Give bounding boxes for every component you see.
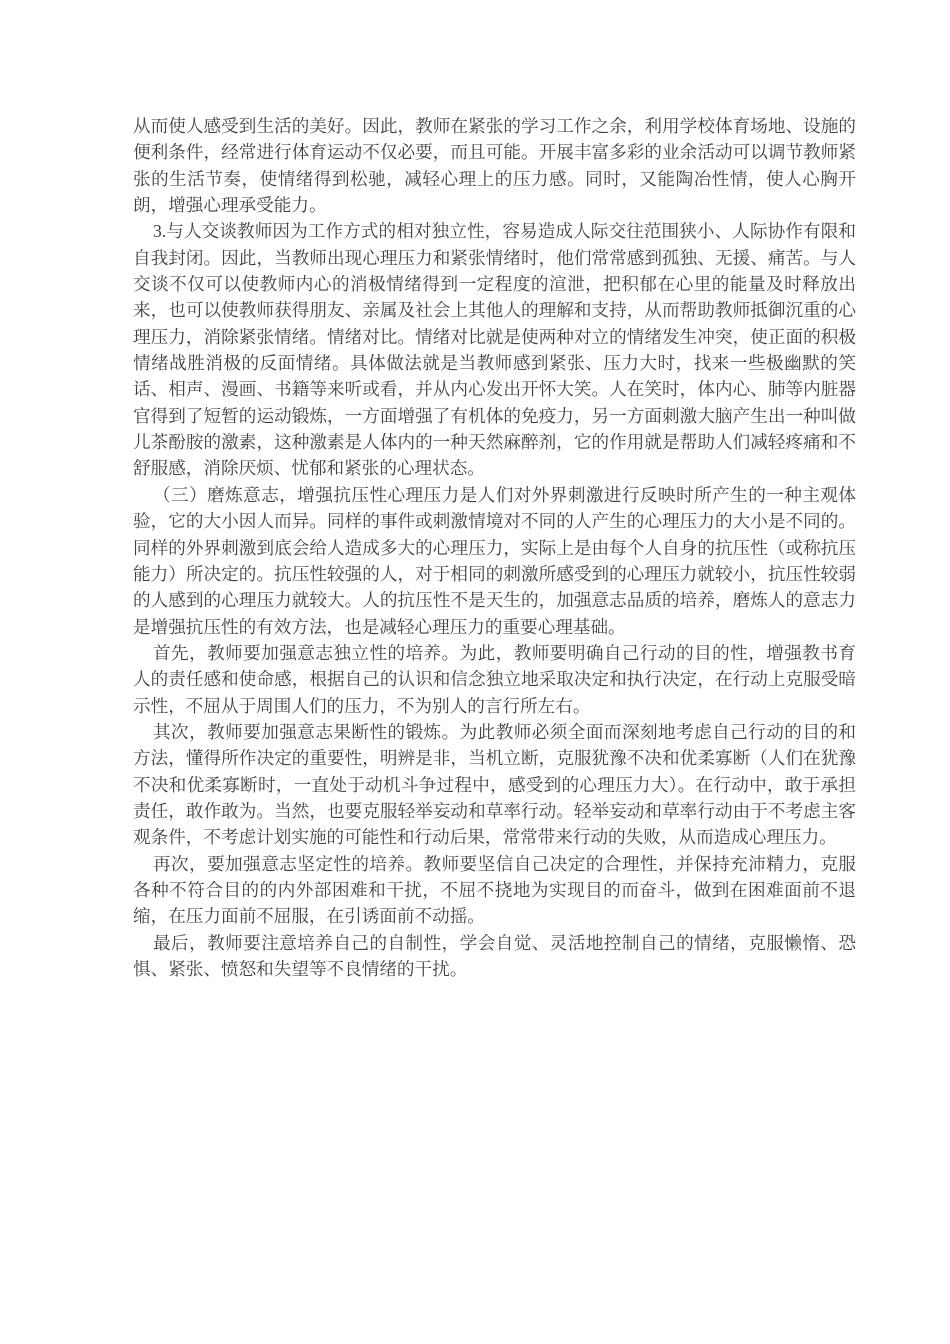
- paragraph-third-firmness: 再次，要加强意志坚定性的培养。教师要坚信自己决定的合理性，并保持充沛精力，克服各种不符合目的的内外部困难和干扰，不屈不挠地为实现目的而奋斗，做到在困难面前不退缩，在压力面前不屈服，在引诱面前不动摇。: [133, 853, 856, 927]
- document-text-block: [133, 113, 856, 982]
- paragraph-section-3-willpower: （三）磨炼意志，增强抗压性心理压力是人们对外界刺激进行反映时所产生的一种主观体验，它的大小因人而异。同样的事件或刺激情境对不同的人产生的心理压力的大小是不同的。同样的外界刺激到底会给人造成多大的心理压力，实际上是由每个人自身的抗压性（或称抗压能力）所决定的。抗压性较强的人，对于相同的刺激所感受到的心理压力就较小，抗压性较弱的人感到的心理压力就较大。人的抗压性不是天生的，加强意志品质的培养，磨炼人的意志力是增强抗压性的有效方法，也是减轻心理压力的重要心理基础。: [133, 484, 856, 637]
- paragraph-item-3-talking: 3.与人交谈教师因为工作方式的相对独立性，容易造成人际交往范围狭小、人际协作有限和自我封闭。因此，当教师出现心理压力和紧张情绪时，他们常常感到孤独、无援、痛苦。与人交谈不仅可以使教师内心的消极情绪得到一定程度的渲泄，把积郁在心里的能量及时释放出来，也可以使教师获得朋友、亲属及社会上其他人的理解和支持，从而帮助教师抵御沉重的心理压力，消除紧张情绪。情绪对比。情绪对比就是使两种对立的情绪发生冲突，使正面的积极情绪战胜消极的反面情绪。具体做法就是当教师感到紧张、压力大时，找来一些极幽默的笑话、相声、漫画、书籍等来听或看，并从内心发出开怀大笑。人在笑时，体内心、肺等内脏器官得到了短暂的运动锻炼，一方面增强了有机体的免疫力，另一方面刺激大脑产生出一种叫做儿茶酚胺的激素，这种激素是人体内的一种天然麻醉剂，它的作用就是帮助人们减轻疼痛和不舒服感，消除厌烦、忧郁和紧张的心理状态。: [133, 221, 856, 479]
- paragraph-first-independence: 首先，教师要加强意志独立性的培养。为此，教师要明确自己行动的目的性，增强教书育人的责任感和使命感，根据自己的认识和信念独立地采取决定和执行决定，在行动上克服受暗示性，不屈从于周围人们的压力，不为别人的言行所左右。: [133, 642, 856, 716]
- paragraph-second-decisiveness: 其次，教师要加强意志果断性的锻炼。为此教师必须全面而深刻地考虑自己行动的目的和方法，懂得所作决定的重要性，明辨是非，当机立断，克服犹豫不决和优柔寡断（人们在犹豫不决和优柔寡断时，一直处于动机斗争过程中，感受到的心理压力大）。在行动中，敢于承担责任，敢作敢为。当然，也要克服轻举妄动和草率行动。轻举妄动和草率行动由于不考虑主客观条件，不考虑计划实施的可能性和行动后果，常常带来行动的失败，从而造成心理压力。: [133, 721, 856, 848]
- paragraph-last-self-control: 最后，教师要注意培养自己的自制性，学会自觉、灵活地控制自己的情绪，克服懒惰、恐惧、紧张、愤怒和失望等不良情绪的干扰。: [133, 932, 856, 979]
- paragraph-continuation: 从而使人感受到生活的美好。因此，教师在紧张的学习工作之余，利用学校体育场地、设施的便利条件，经常进行体育运动不仅必要，而且可能。开展丰富多彩的业余活动可以调节教师紧张的生活节奏，使情绪得到松驰，减轻心理上的压力感。同时，又能陶冶性情，使人心胸开朗，增强心理承受能力。: [133, 116, 856, 216]
